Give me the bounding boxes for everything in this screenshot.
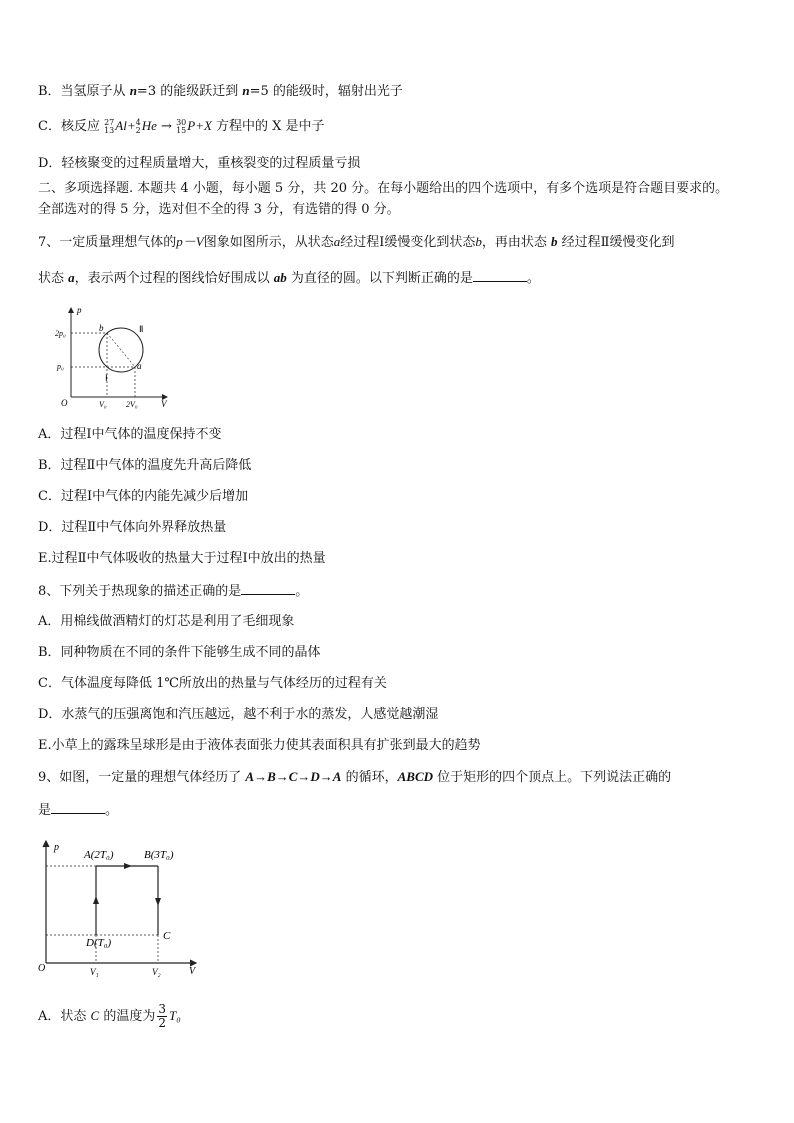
- q7-v-label: V: [161, 399, 167, 409]
- q9-label-a: A(2T₀): [84, 849, 114, 861]
- q7-point-b: b: [99, 323, 104, 333]
- q9-pv-diagram: [36, 838, 206, 978]
- section-header-line2: 全部选对的得 5 分，选对但不全的得 3 分，有选错的得 0 分。: [38, 202, 400, 217]
- q7-tick-2p0: 2p₀: [55, 329, 66, 338]
- option-c-prev: C．核反应 27 13 Al+ 4 2 He → 30 15 P+X 方程中的 X 是中子: [38, 117, 325, 135]
- q9-tick-v2: V₂: [152, 967, 161, 977]
- q8-stem: 8、下列关于热现象的描述正确的是 。: [38, 584, 309, 599]
- answer-blank: [241, 582, 295, 595]
- section-header: 二、多项选择题. 本题共 4 小题，每小题 5 分，共 20 分。在每小题给出的四个选项中，有多个选项是符合题目要求的。: [38, 181, 729, 196]
- q9-origin-label: O: [38, 963, 46, 974]
- q7-label-II: Ⅱ: [139, 324, 144, 334]
- q8-option-d: D．水蒸气的压强离饱和汽压越远，越不利于水的蒸发，人感觉越潮湿: [38, 707, 439, 722]
- q7-tick-p0: p₀: [57, 362, 64, 371]
- q7-diameter-ab: [107, 333, 135, 367]
- q9-arrow-ab: [124, 863, 132, 869]
- q7-p-label: p: [77, 305, 82, 315]
- q9-label-b: B(3T₀): [144, 849, 174, 861]
- q9-p-label: p: [54, 842, 59, 853]
- q9-label-c: C: [163, 930, 171, 942]
- q9-label-d: D(T₀): [86, 937, 112, 949]
- option-b-prev: B．当氢原子从 n=3 的能级跃迁到 n=5 的能级时，辐射出光子: [38, 83, 403, 99]
- q8-option-b: B．同种物质在不同的条件下能够生成不同的晶体: [38, 645, 321, 660]
- q7-tick-v0: V₀: [99, 400, 107, 409]
- q7-stem-line1: 7、一定质量理想气体的p－V图象如图所示，从状态a经过程Ⅰ缓慢变化到状态b，再由状态 b 经过程Ⅱ缓慢变化到: [38, 234, 675, 250]
- q8-option-c: C．气体温度每降低 1℃所放出的热量与气体经历的过程有关: [38, 676, 387, 691]
- q7-option-b: B．过程Ⅱ中气体的温度先升高后降低: [38, 458, 252, 473]
- q9-stem-line2: 是 。: [38, 803, 119, 818]
- option-d-prev: D．轻核聚变的过程质量增大，重核裂变的过程质量亏损: [38, 156, 361, 171]
- q8-option-e: E.小草上的露珠呈球形是由于液体表面张力使其表面积具有扩张到最大的趋势: [38, 738, 481, 753]
- answer-blank: [473, 269, 527, 282]
- q9-stem-line1: 9、如图，一定量的理想气体经历了 A→B→C→D→A 的循环，ABCD 位于矩形的四个顶点上。下列说法正确的: [38, 769, 672, 785]
- q7-point-a: a: [137, 361, 142, 371]
- q7-option-a: A．过程Ⅰ中气体的温度保持不变: [38, 427, 222, 442]
- q9-tick-v1: V₁: [90, 967, 99, 977]
- q9-arrow-da: [93, 896, 99, 904]
- q7-stem-line2: 状态 a，表示两个过程的图线恰好围成以 ab 为直径的圆。以下判断正确的是 。: [38, 270, 540, 286]
- q7-option-e: E.过程Ⅱ中气体吸收的热量大于过程Ⅰ中放出的热量: [38, 551, 326, 566]
- q7-label-I: Ⅰ: [105, 373, 108, 383]
- q8-option-a: A．用棉线做酒精灯的灯芯是利用了毛细现象: [38, 614, 295, 629]
- q7-pv-diagram: [55, 302, 180, 412]
- q7-option-d: D．过程Ⅱ中气体向外界释放热量: [38, 520, 227, 535]
- q7-option-c: C．过程Ⅰ中气体的内能先减少后增加: [38, 489, 249, 504]
- q7-tick-2v0: 2V₀: [126, 400, 138, 409]
- answer-blank: [51, 801, 105, 814]
- fraction-three-halves: $\frac{3}{2}$: [158, 1002, 166, 1030]
- q9-arrow-bc: [155, 898, 161, 906]
- q9-option-a: A．状态 C 的温度为 $\frac{3}{2}$ T₀: [38, 1002, 181, 1030]
- q9-v-label: V: [189, 966, 196, 977]
- q7-origin-label: O: [61, 398, 68, 408]
